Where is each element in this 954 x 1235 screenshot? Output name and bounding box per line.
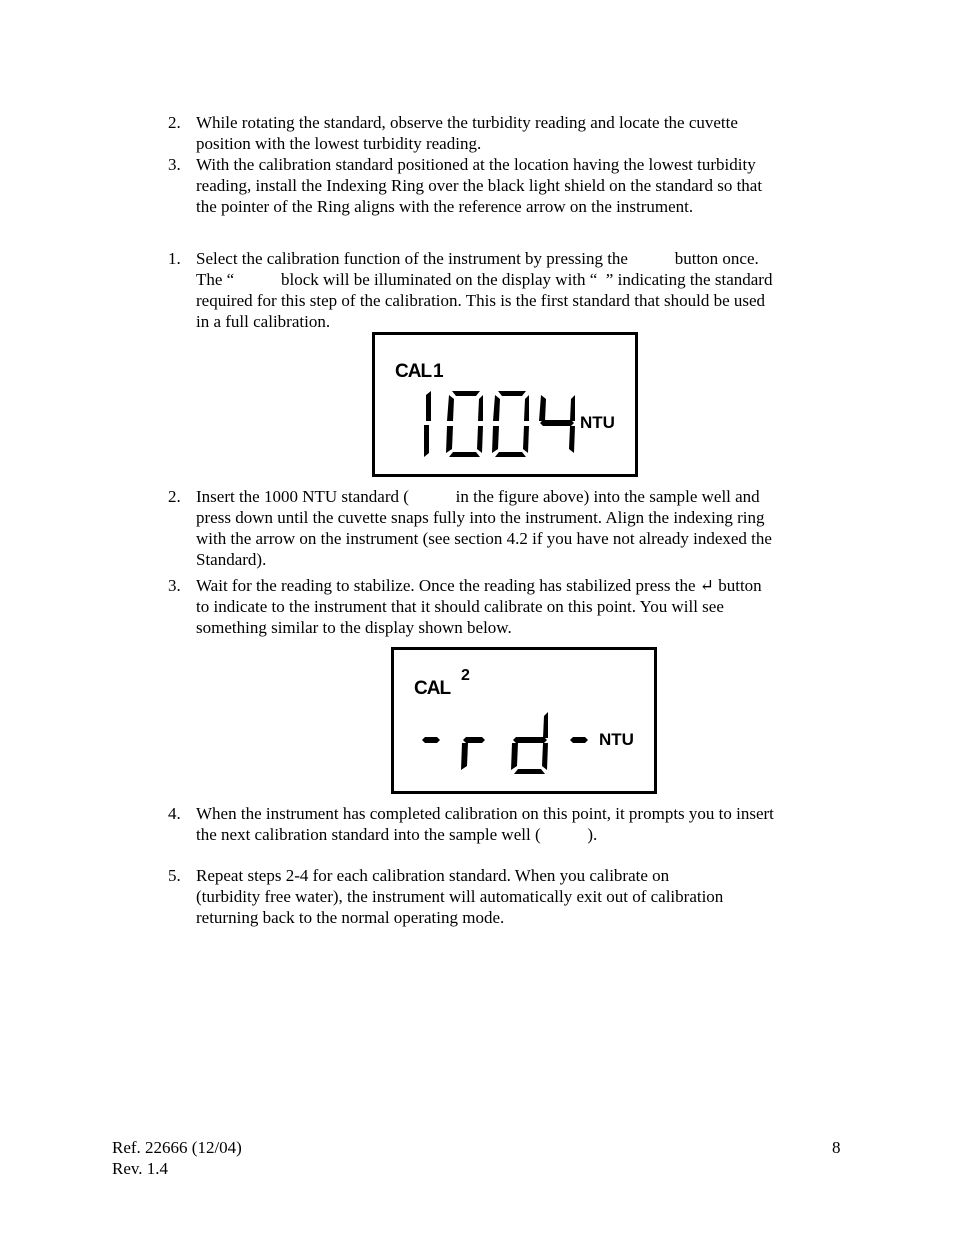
- text-line: in a full calibration.: [196, 312, 331, 331]
- text-line: When the instrument has completed calibration on this point, it prompts you to insert: [196, 804, 774, 823]
- text-line: reading, install the Indexing Ring over the black light shield on the standard so that: [196, 176, 763, 195]
- text-line: required for this step of the calibration. This is the first standard that should be used: [196, 291, 766, 310]
- lcd-cal-index: 1: [433, 361, 444, 382]
- text-line: Select the calibration function of the instrument by pressing the button once.: [196, 249, 759, 268]
- text-line: something similar to the display shown below.: [196, 618, 512, 637]
- lcd-cal-label: CAL: [414, 678, 451, 699]
- lcd-digit-d: [511, 712, 548, 774]
- list-text: [196, 865, 846, 928]
- lcd-display-cal1: [372, 332, 638, 477]
- lcd-display-cal2: [391, 647, 657, 794]
- lcd-digit-1: [424, 391, 431, 457]
- lcd-digit-r: [461, 737, 485, 770]
- text-line: With the calibration standard positioned at the location having the lowest turbidity: [196, 155, 756, 174]
- text-line: position with the lowest turbidity reading.: [196, 134, 482, 153]
- text-line: (turbidity free water), the instrument will automatically exit out of calibration: [196, 887, 724, 906]
- lcd-unit-label: NTU: [580, 413, 615, 432]
- text-line: press down until the cuvette snaps fully into the instrument. Align the indexing ring: [196, 508, 765, 527]
- text-line: to indicate to the instrument that it should calibrate on this point. You will see: [196, 597, 724, 616]
- lcd-digit-0: [446, 391, 483, 457]
- footer-ref-text: Ref. 22666 (12/04): [112, 1138, 242, 1157]
- list-text: [196, 248, 846, 332]
- text-line: returning back to the normal operating mode.: [196, 908, 505, 927]
- lcd-digit-4: [539, 395, 575, 453]
- list-number: 1.: [168, 249, 181, 268]
- lcd-digits: [413, 391, 583, 457]
- text-line: Wait for the reading to stabilize. Once the reading has stabilized press the ↵ button: [196, 576, 762, 595]
- lcd-cal-index: 2: [461, 667, 470, 684]
- text-line: While rotating the standard, observe the turbidity reading and locate the cuvette: [196, 113, 738, 132]
- list-number: 3.: [168, 155, 181, 174]
- list-text: [196, 486, 846, 570]
- footer-reference: [112, 1137, 242, 1179]
- lcd-cal-label: CAL: [395, 361, 432, 382]
- text-line: The “ block will be illuminated on the display with “ ” indicating the standard: [196, 270, 773, 289]
- list-number: 2.: [168, 113, 181, 132]
- text-line: Repeat steps 2-4 for each calibration standard. When you calibrate on: [196, 866, 670, 885]
- list-text: [196, 575, 846, 638]
- lcd-digits: [420, 708, 595, 774]
- list-text: [196, 803, 846, 845]
- text-line: the next calibration standard into the sample well ( ).: [196, 825, 598, 844]
- text-line: the pointer of the Ring aligns with the reference arrow on the instrument.: [196, 197, 694, 216]
- list-text: [196, 154, 846, 217]
- list-number: 2.: [168, 487, 181, 506]
- list-number: 3.: [168, 576, 181, 595]
- page-number: 8: [832, 1138, 841, 1157]
- lcd-unit-label: NTU: [599, 730, 634, 749]
- list-number: 5.: [168, 866, 181, 885]
- text-line: Insert the 1000 NTU standard ( in the figure above) into the sample well and: [196, 487, 760, 506]
- lcd-digit-0: [492, 391, 529, 457]
- lcd-digit-dash: [570, 737, 588, 743]
- text-line: Standard).: [196, 550, 267, 569]
- footer-rev-text: Rev. 1.4: [112, 1159, 169, 1178]
- list-number: 4.: [168, 804, 181, 823]
- lcd-digit-dash: [422, 737, 440, 743]
- text-line: with the arrow on the instrument (see section 4.2 if you have not already indexed the: [196, 529, 772, 548]
- list-text: [196, 112, 846, 154]
